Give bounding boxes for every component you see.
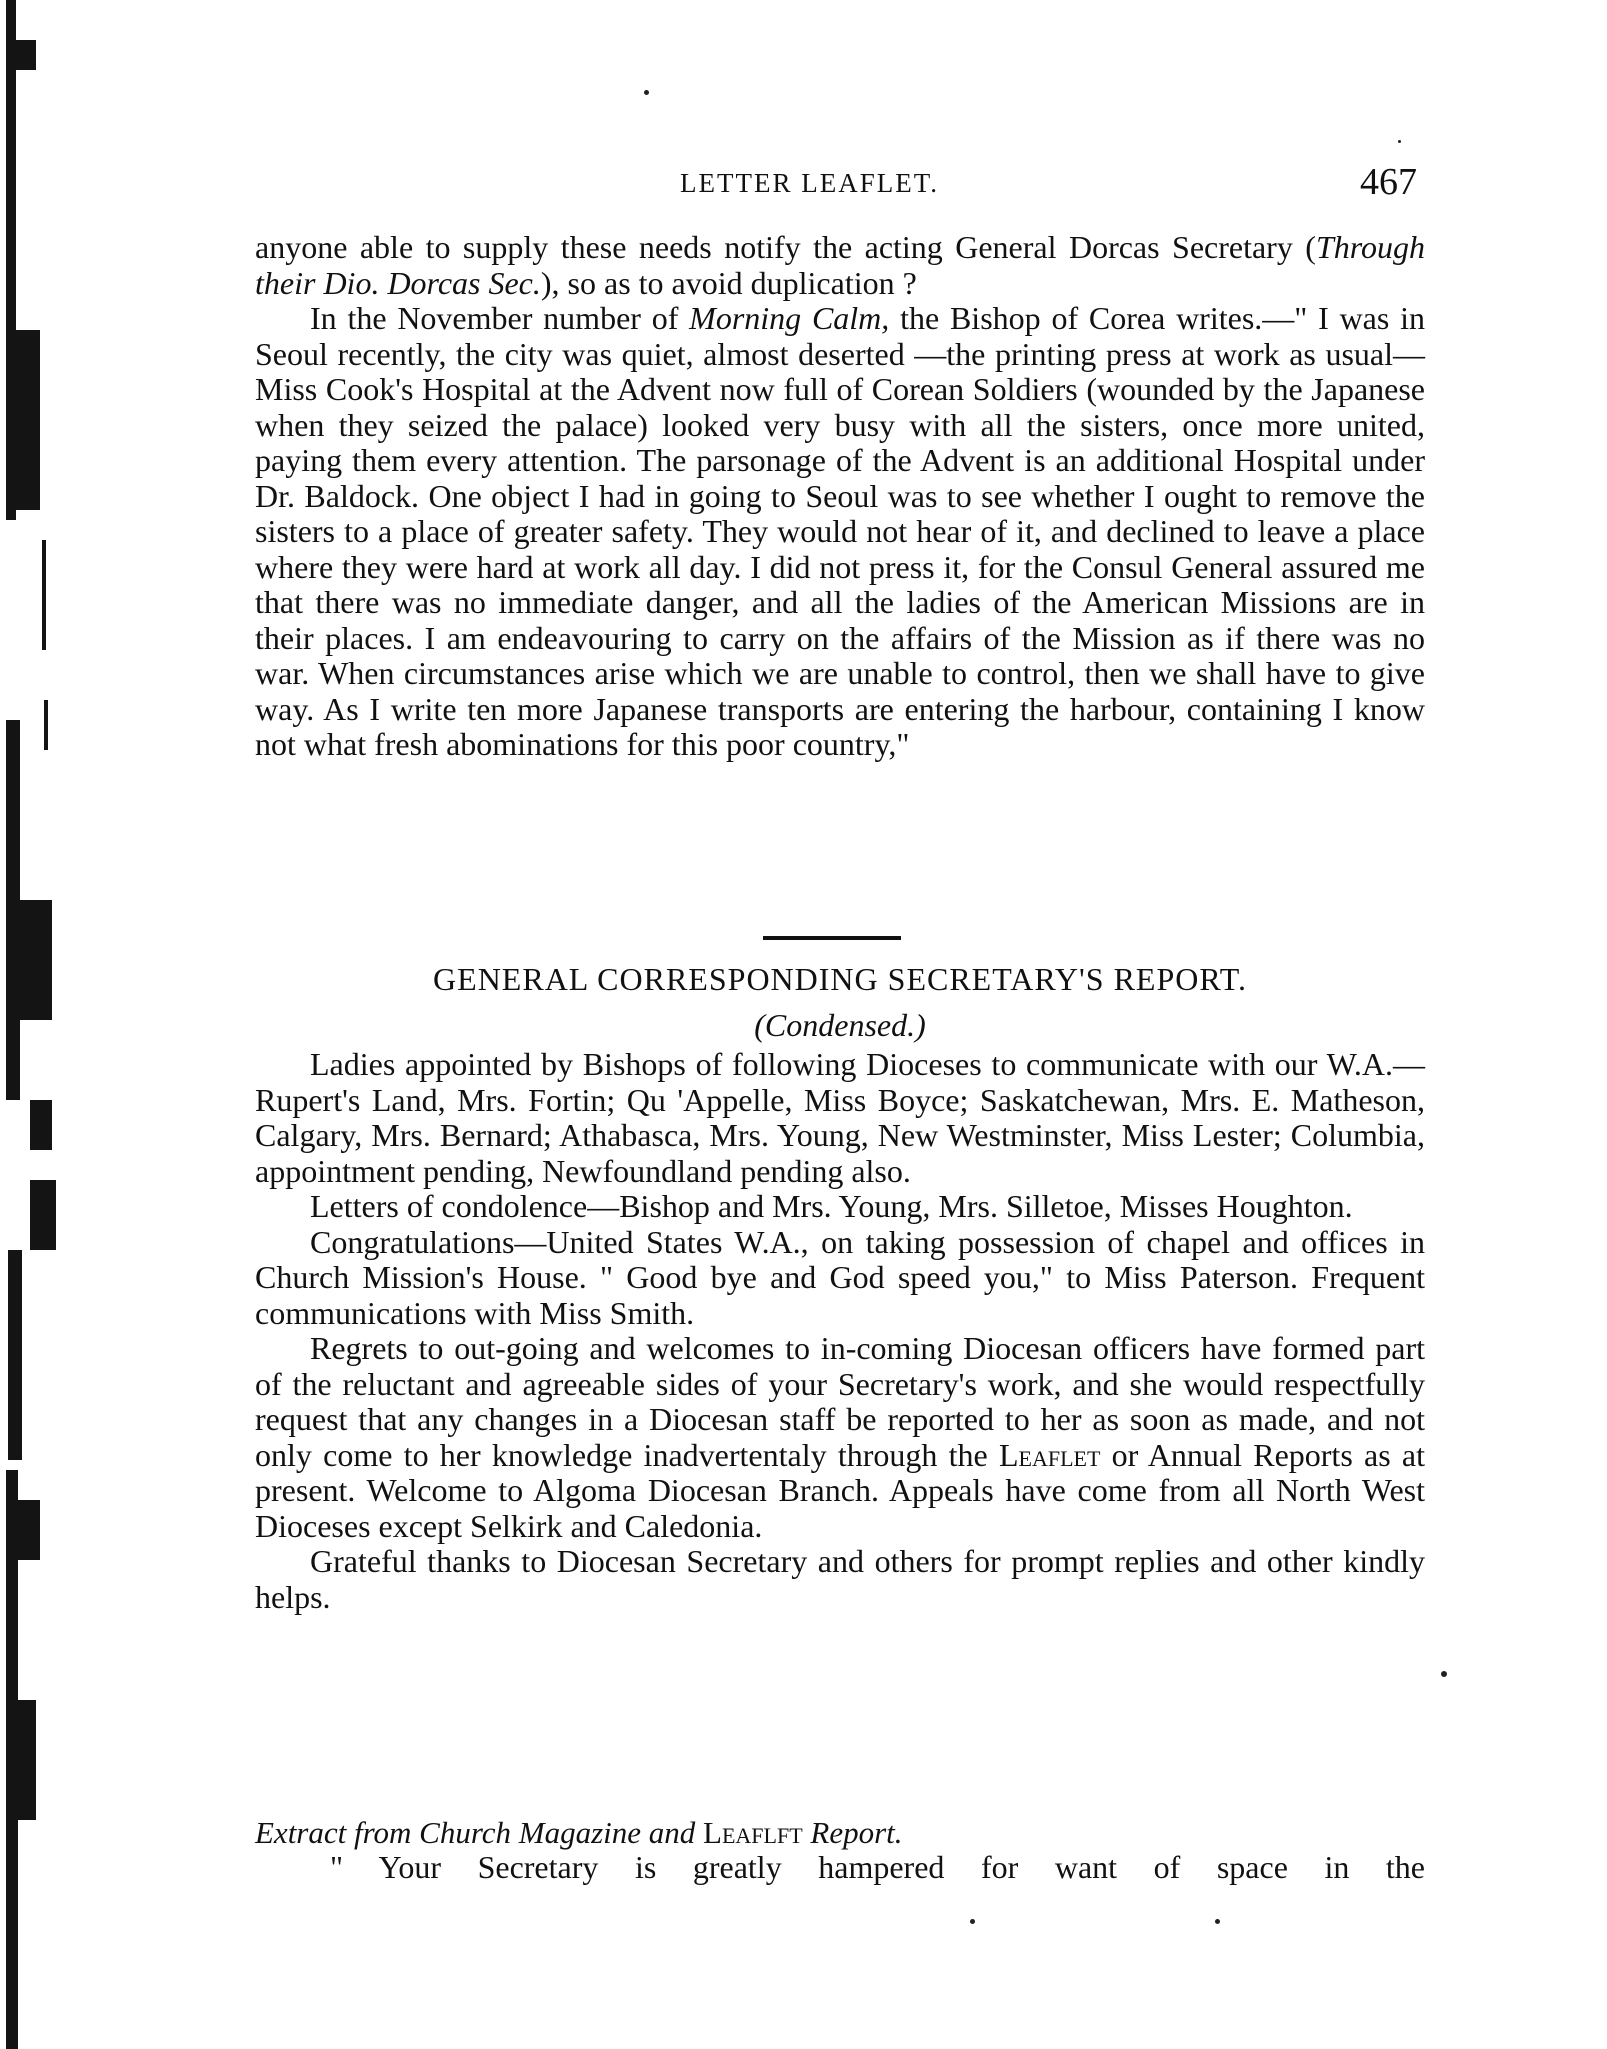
speck xyxy=(1215,1919,1220,1924)
report-text xyxy=(255,1047,1425,1615)
paragraph xyxy=(255,1331,1425,1544)
section-subtitle: (Condensed.) xyxy=(754,1007,926,1043)
section-divider xyxy=(763,936,901,940)
extract-heading xyxy=(255,1815,1425,1851)
paragraph xyxy=(255,230,1425,301)
speck xyxy=(1441,1671,1447,1677)
binding-edge-shadow xyxy=(0,0,60,2049)
italic-run: Morning Calm, xyxy=(689,300,890,336)
paragraph xyxy=(255,301,1425,763)
small-caps-run: Leaflet xyxy=(998,1436,1101,1473)
italic-run: Through their Dio. Dorcas Sec. xyxy=(255,229,1425,301)
speck xyxy=(1398,140,1401,143)
text-run: Regrets to out-going and welcomes to in-coming Diocesan officers have formed part of the reluctant and agreeable sides of your Secretary's work, and she would respectfully request that any changes in a Diocesan staff be reported to her as soon as made, and not only come to her knowledge inadvertentaly through the xyxy=(255,1330,1425,1473)
paragraph: Letters of condolence—Bishop and Mrs. Young, Mrs. Silletoe, Misses Houghton. xyxy=(310,1188,1353,1224)
running-title: LETTER LEAFLET. xyxy=(680,168,939,198)
small-caps-run: Leaflft xyxy=(703,1815,803,1850)
paragraph-start: " Your Secretary is greatly hampered for want of space in the xyxy=(330,1849,1425,1885)
text-run: Extract from Church Magazine and xyxy=(255,1815,704,1850)
text-run: the Bishop of Corea writes.—" I was in Seoul recently, the city was quiet, almost deserted —the printing press at work as usual—Miss Cook's Hospital at the Advent now full of Corean Soldiers (wounded by the Japanese when they seized the palace) looked very busy with all the sisters, once more united, paying them every attention. The parsonage of the Advent is an additional Hospital under Dr. Baldock. One object I had in going to Seoul was to see whether I ought to remove the sisters to a place of greater safety. They would not hear of it, and declined to leave a place where they were hard at work all day. I did not press it, for the Consul General assured me that there was no immediate danger, and all the ladies of the American Missions are in their places. I am endeavouring to carry on the affairs of the Mission as if there was no war. When circumstances arise which we are unable to control, then we shall have to give way. As I write ten more Japanese transports are entering the harbour, containing I know not what fresh abominations for this poor country," xyxy=(255,300,1426,762)
text-run: Report. xyxy=(802,1815,903,1850)
text-run: anyone able to supply these needs notify the acting General Dorcas Secretary ( xyxy=(255,229,1316,265)
text-run: or Annual Reports as at present. Welcome to Algoma Diocesan Branch. Appeals have come from all North West Dioceses except Selkirk and Caledonia. xyxy=(255,1436,1426,1544)
speck xyxy=(644,90,649,95)
speck xyxy=(970,1919,975,1924)
page-number: 467 xyxy=(1360,161,1417,203)
paragraph: Ladies appointed by Bishops of following Dioceses to communicate with our W.A.—Rupert's Land, Mrs. Fortin; Qu 'Appelle, Miss Boyce; Saskatchewan, Mrs. E. Matheson, Calgary, Mrs. Bernard; Athabasca, Mrs. Young, New Westminster, Miss Lester; Columbia, appointment pending, Newfoundland pending also. xyxy=(255,1046,1425,1189)
paragraph: Congratulations—United States W.A., on taking possession of chapel and offices in Church Mission's House. " Good bye and God speed you," to Miss Paterson. Frequent communications with Miss Smith. xyxy=(255,1223,1425,1331)
paragraph: Grateful thanks to Diocesan Secretary and others for prompt replies and other kindly helps. xyxy=(255,1543,1425,1615)
intro-text xyxy=(255,230,1425,763)
section-title: GENERAL CORRESPONDING SECRETARY'S REPORT. xyxy=(433,961,1247,997)
text-run: ), so as to avoid duplication ? xyxy=(540,264,917,301)
page-header xyxy=(255,160,1425,210)
text-run: In the November number of xyxy=(310,300,690,336)
